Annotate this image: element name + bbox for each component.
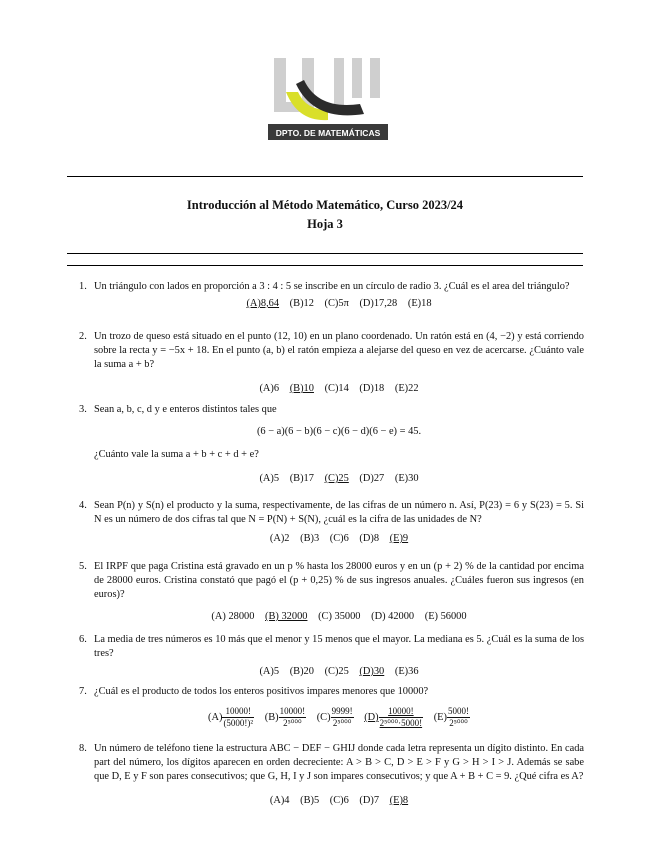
- option-a: (A) 28000: [211, 611, 255, 622]
- problem-7: [79, 685, 584, 729]
- option-e: (E)8: [389, 795, 409, 806]
- problem-number: 6.: [79, 634, 87, 645]
- option-c: (C)25: [324, 473, 349, 484]
- option-b: (B)12: [289, 298, 314, 309]
- option-c: (C)6: [329, 795, 349, 806]
- problem-number: 3.: [79, 404, 87, 415]
- problem-6: [79, 633, 584, 679]
- option-a: (A)4: [269, 795, 290, 806]
- denominator: 2⁵⁰⁰⁰: [449, 718, 468, 728]
- option-e: (E) $\frac{5000!}{\text{2⁵⁰⁰⁰}}$: [433, 706, 469, 728]
- option-c: (C)25: [324, 666, 349, 677]
- option-d: (D) $\frac{10000!}{\text{2⁵⁰⁰⁰·5000!}}$: [364, 706, 423, 728]
- uclm-logo: [268, 52, 388, 144]
- option-b: (B) 32000: [265, 611, 308, 622]
- problem-2: [79, 330, 584, 396]
- answer-options: [94, 610, 584, 624]
- option-d: (D)17,28: [359, 298, 398, 309]
- answer-options: [94, 794, 584, 808]
- numerator: 5000!: [447, 706, 469, 716]
- answer-options: [94, 706, 584, 729]
- option-e: (E)22: [394, 383, 419, 394]
- problem-number: 5.: [79, 561, 87, 572]
- option-a: (A)5: [259, 666, 280, 677]
- option-b: (B)17: [289, 473, 314, 484]
- department-label: DPTO. DE MATEMÁTICAS: [275, 128, 381, 138]
- option-b: (B) $\frac{10000!}{\text{2⁵⁰⁰⁰}}$: [264, 706, 306, 728]
- option-b: (B)5: [300, 795, 320, 806]
- course-title: Introducción al Método Matemático, Curso 2023/24: [186, 198, 464, 212]
- option-e: (E)30: [394, 473, 419, 484]
- numerator: 10000!: [279, 706, 306, 716]
- answer-options: [94, 532, 584, 546]
- problem-5: [79, 560, 584, 624]
- option-d: (D)30: [359, 666, 385, 677]
- problem-question: ¿Cuánto vale la suma a + b + c + d + e?: [94, 449, 259, 460]
- option-a: (A) $\frac{10000!}{\text{(5000!)²}}$: [208, 706, 254, 728]
- option-e: (E)36: [394, 666, 419, 677]
- numerator: 10000!: [222, 706, 254, 718]
- problem-text: El IRPF que paga Cristina está gravado en un p % hasta los 28000 euros y en un (p + 2) % de la cantidad por encima de 28000 euros. Cristina constató que pagó el (p + 0,25) % de sus ingresos anuales. ¿Cuáles fueron sus ingresos (en euros)?: [94, 561, 584, 600]
- answer-options: [94, 472, 584, 486]
- option-d: (D)8: [359, 533, 380, 544]
- problem-text: Un número de teléfono tiene la estructura ABC − DEF − GHIJ donde cada letra representa un dígito distinto. En cada part del número, los dígitos aparecen en orden decreciente: A > B > C, D > E > F y G > H > I > J. Además se sabe que D, E y F son pares consecutivos; que G, H, I y J son impares consecutivos; y que A + B + C = 9. ¿Qué cifra es A?: [94, 743, 584, 782]
- option-e: (E) 56000: [424, 611, 467, 622]
- problem-number: 4.: [79, 500, 87, 511]
- option-c: (C)5π: [324, 298, 349, 309]
- option-c: (C) 35000: [318, 611, 361, 622]
- problem-text: Sean P(n) y S(n) el producto y la suma, respectivamente, de las cifras de un número n. Así, P(23) = 6 y S(23) = 5. Si N es un número de dos cifras tal que N = P(N) + S(N), ¿cuál es la cifra de las unidades de N?: [94, 500, 584, 525]
- option-b: (B)10: [289, 383, 314, 394]
- option-d: (D)27: [359, 473, 385, 484]
- problem-number: 8.: [79, 743, 87, 754]
- equation: (6 − a)(6 − b)(6 − c)(6 − d)(6 − e) = 45.: [256, 426, 422, 437]
- option-b: (B)20: [289, 666, 314, 677]
- problem-text: ¿Cuál es el producto de todos los enteros positivos impares menores que 10000?: [94, 686, 429, 697]
- option-c: (C)14: [324, 383, 349, 394]
- option-c: (C)6: [329, 533, 349, 544]
- bottom-rule-1: [67, 253, 583, 254]
- option-a: (A)2: [269, 533, 290, 544]
- problem-number: 2.: [79, 331, 87, 342]
- problem-text: La media de tres números es 10 más que el menor y 15 menos que el mayor. La mediana es 5. ¿Cuál es la suma de los tres?: [94, 634, 584, 659]
- option-d: (D) 42000: [371, 611, 415, 622]
- option-a: (A)6: [259, 383, 280, 394]
- problem-number: 7.: [79, 686, 87, 697]
- title-block: [67, 196, 583, 234]
- answer-options: [94, 297, 584, 311]
- problem-3: [79, 403, 584, 486]
- top-rule: [67, 176, 583, 177]
- bottom-rule-2: [67, 265, 583, 266]
- denominator: 2⁵⁰⁰⁰: [332, 718, 352, 728]
- denominator: 2⁵⁰⁰⁰: [283, 718, 302, 728]
- denominator: (5000!)²: [223, 718, 254, 728]
- option-d: (D)7: [359, 795, 380, 806]
- option-a: (A)8,64: [246, 298, 280, 309]
- answer-options: [94, 382, 584, 396]
- problem-number: 1.: [79, 281, 87, 292]
- problem-text: Un trozo de queso está situado en el punto (12, 10) en un plano coordenado. Un ratón está en (4, −2) y está corriendo sobre la recta y = −5x + 18. En el punto (a, b) el ratón empieza a alejarse del queso en vez de acercarse. ¿Cuánto vale la suma a + b?: [94, 331, 584, 370]
- problem-8: [79, 742, 584, 808]
- problem-text: Un triángulo con lados en proporción a 3 : 4 : 5 se inscribe en un círculo de radio 3. ¿Cuál es el area del triángulo?: [94, 281, 570, 292]
- answer-options: [94, 665, 584, 679]
- denominator: 2⁵⁰⁰⁰·5000!: [379, 718, 423, 728]
- problem-text: Sean a, b, c, d y e enteros distintos tales que: [94, 404, 277, 415]
- option-d: (D)18: [359, 383, 385, 394]
- option-b: (B)3: [300, 533, 320, 544]
- option-a: (A)5: [259, 473, 280, 484]
- sheet-title: Hoja 3: [307, 217, 343, 231]
- option-c: (C) $\frac{9999!}{\text{2⁵⁰⁰⁰}}$: [316, 706, 353, 728]
- problem-4: [79, 499, 584, 546]
- option-e: (E)9: [389, 533, 409, 544]
- numerator: 9999!: [331, 706, 353, 716]
- problem-1: [79, 280, 584, 311]
- option-e: (E)18: [407, 298, 432, 309]
- numerator: 10000!: [379, 706, 423, 718]
